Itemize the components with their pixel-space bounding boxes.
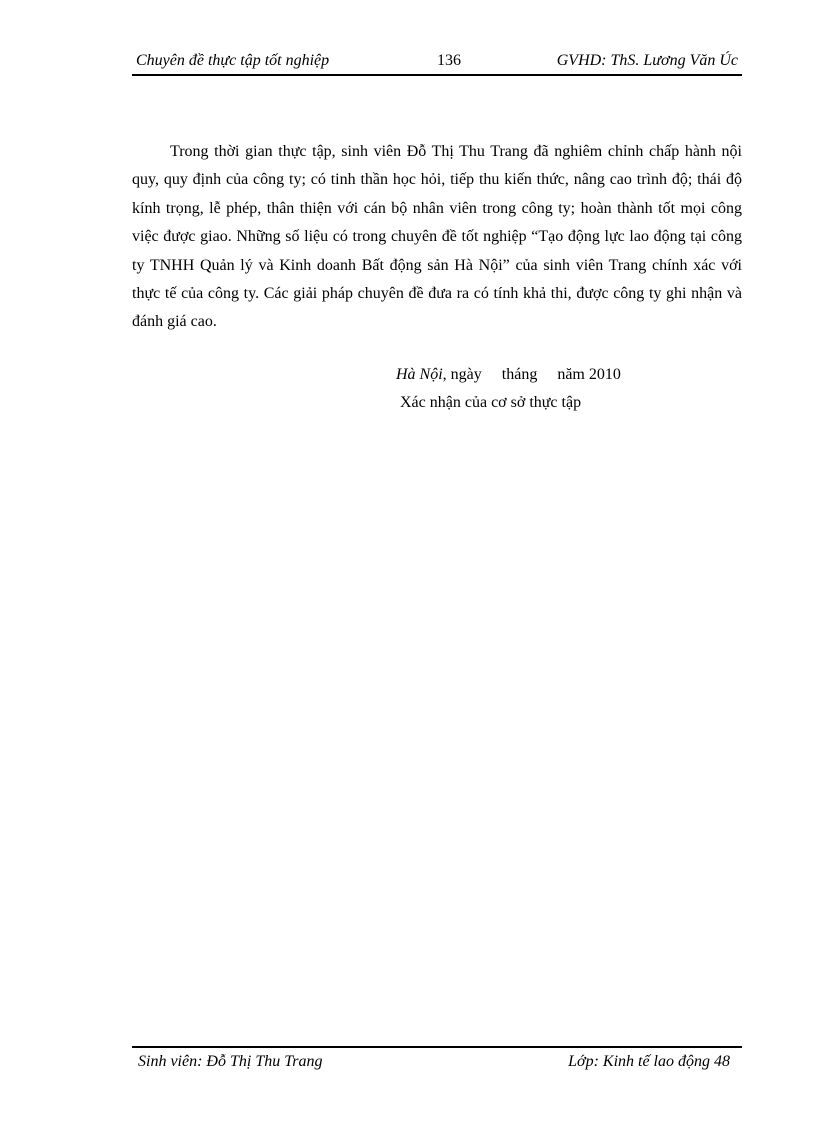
footer-student: Sinh viên: Đỗ Thị Thu Trang — [138, 1053, 323, 1070]
page-footer — [132, 1046, 742, 1076]
confirmation-block — [396, 361, 621, 417]
header-document-title: Chuyên đề thực tập tốt nghiệp — [136, 52, 330, 69]
header-page-number: 136 — [437, 52, 461, 69]
footer-class: Lớp: Kinh tế lao động 48 — [568, 1053, 730, 1070]
confirmation-date-line — [396, 361, 621, 389]
confirmation-place: Hà Nội — [396, 366, 443, 383]
page-header — [132, 50, 742, 76]
body-paragraph: Trong thời gian thực tập, sinh viên Đỗ Thị Thu Trang đã nghiêm chỉnh chấp hành nội quy, quy định của công ty; có tinh thần học hỏi, tiếp thu kiến thức, nâng cao trình độ; thái độ kính trọng, lễ phép, thân thiện với cán bộ nhân viên trong công ty; hoàn thành tốt mọi công việc được giao. Những số liệu có trong chuyên đề tốt nghiệp “Tạo động lực lao động tại công ty TNHH Quản lý và Kinh doanh Bất động sản Hà Nội” của sinh viên Trang chính xác với thực tế của công ty. Các giải pháp chuyên đề đưa ra có tính khả thi, được công ty ghi nhận và đánh giá cao. — [132, 143, 742, 331]
confirmation-label: Xác nhận của cơ sở thực tập — [400, 394, 582, 411]
header-supervisor: GVHD: ThS. Lương Văn Úc — [556, 52, 738, 69]
confirmation-date: , ngày tháng năm 2010 — [442, 366, 621, 383]
